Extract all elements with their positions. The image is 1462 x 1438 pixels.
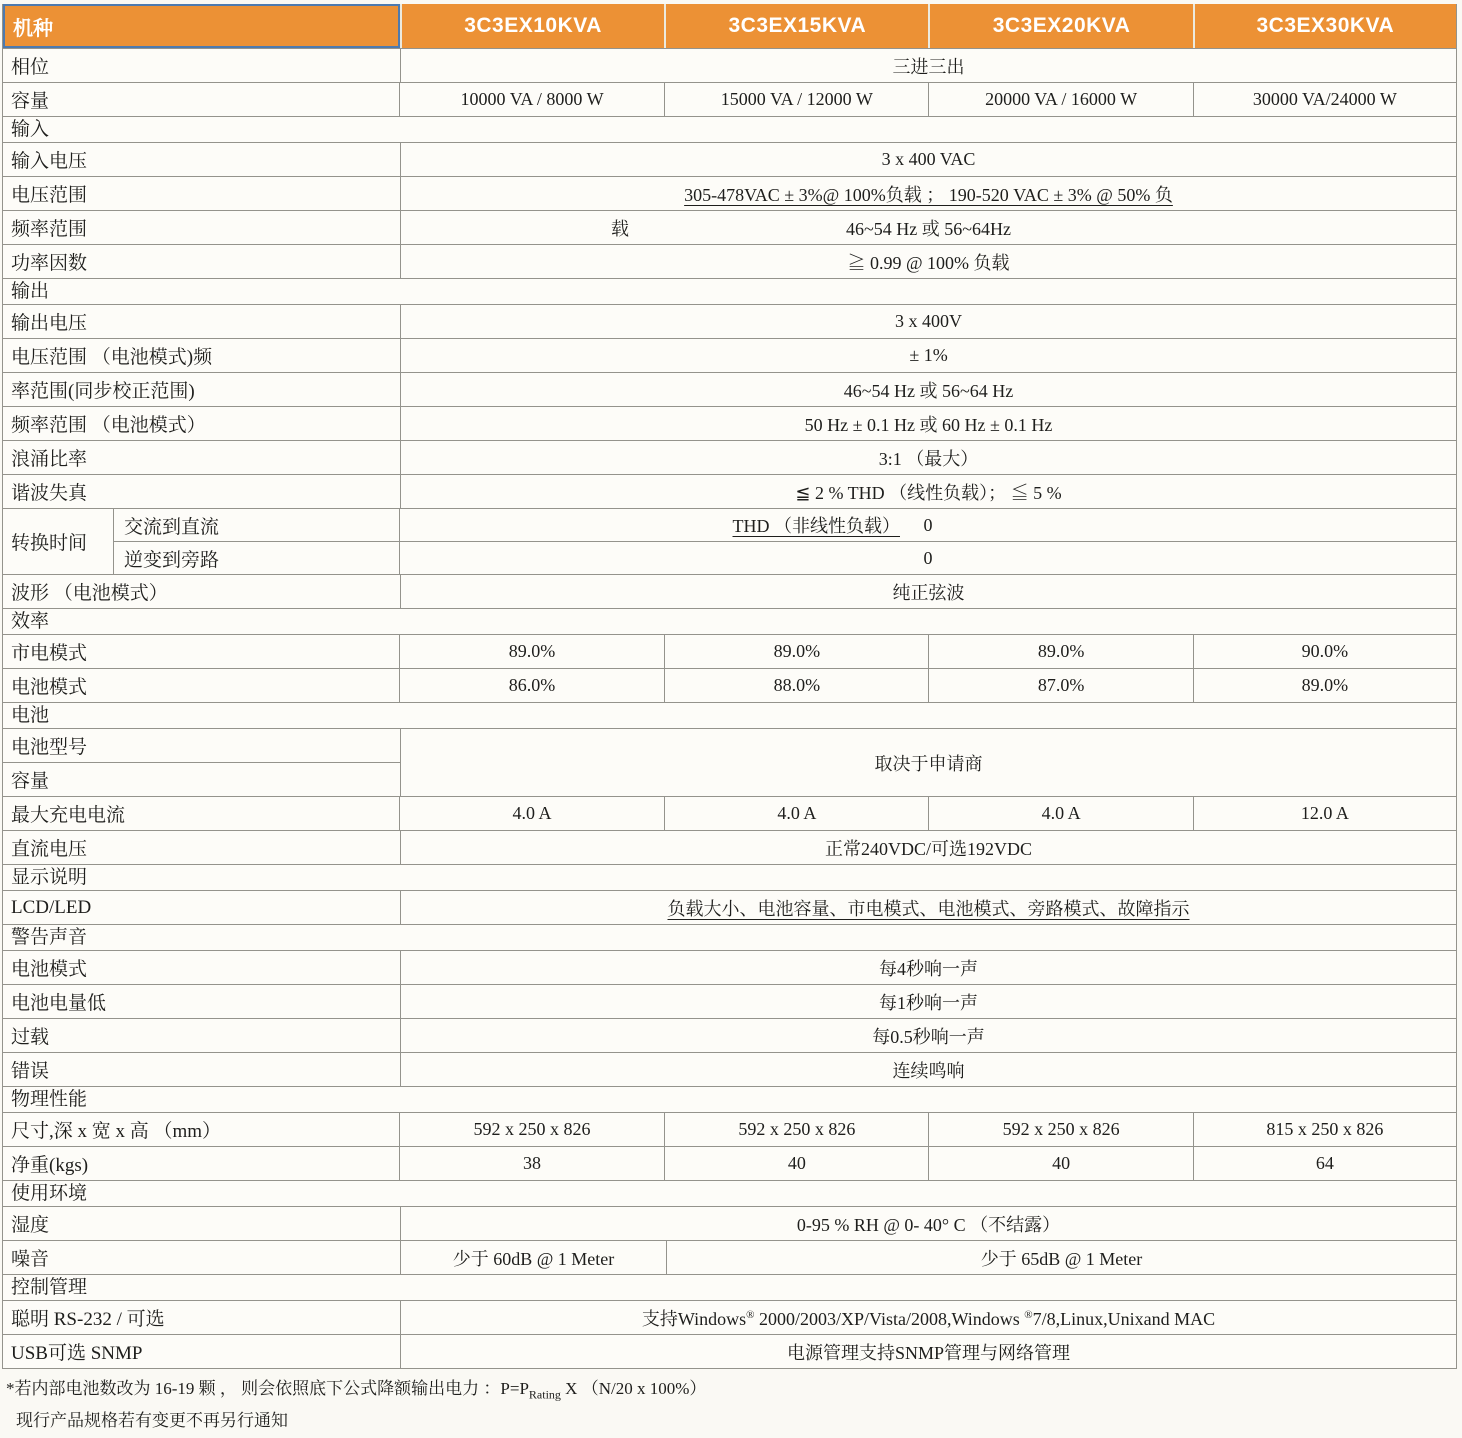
text-segment: 2000/2003/XP/Vista/2008,Windows bbox=[754, 1308, 1025, 1329]
superscript: ® bbox=[1024, 1308, 1033, 1321]
section-row bbox=[3, 1180, 1456, 1206]
table-row bbox=[3, 1300, 1456, 1334]
row-value-cell: 10000 VA / 8000 W bbox=[460, 89, 604, 109]
row-value-text: 正常240VDC/可选192VDC bbox=[824, 838, 1032, 859]
table-row bbox=[3, 634, 1456, 668]
sub-row-label: 交流到直流 bbox=[114, 509, 400, 541]
row-value-cell: 89.0% bbox=[508, 641, 556, 661]
row-label: 净重(kgs) bbox=[3, 1147, 400, 1180]
battery-merged-row bbox=[3, 728, 1456, 796]
section-row bbox=[3, 1086, 1456, 1112]
row-label: 电压范围 bbox=[3, 177, 401, 210]
row-value-text: 电源管理支持SNMP管理与网络管理 bbox=[786, 1342, 1071, 1363]
row-label: 电压范围 （电池模式)频 bbox=[3, 339, 401, 372]
section-row bbox=[3, 116, 1456, 142]
row-value-cell: 86.0% bbox=[508, 675, 556, 695]
row-label: 过载 bbox=[3, 1019, 401, 1052]
row-label: 谐波失真 bbox=[3, 475, 401, 508]
row-value-cell: 90.0% bbox=[1193, 635, 1456, 668]
transfer-time-group bbox=[3, 508, 1456, 574]
section-row bbox=[3, 864, 1456, 890]
row-value bbox=[401, 1301, 1456, 1334]
row-label: 直流电压 bbox=[3, 831, 401, 864]
header-model-cell: 3C3EX30KVA bbox=[1193, 4, 1456, 48]
text-segment: *若内部电池数改为 16-19 颗 ， 则会依照底下公式降额输出电力 ：P=P bbox=[6, 1379, 529, 1398]
footnote bbox=[6, 1406, 706, 1431]
row-value bbox=[401, 1335, 1456, 1368]
row-value-text: 3:1 （最大） bbox=[878, 448, 979, 469]
row-label: 最大充电电流 bbox=[3, 797, 400, 830]
row-value-text: 0-95 % RH @ 0- 40° C （不结露） bbox=[796, 1214, 1061, 1235]
row-value-cell: 89.0% bbox=[928, 635, 1192, 668]
row-value-cell: 12.0 A bbox=[1193, 797, 1456, 830]
row-value-cell: 20000 VA / 16000 W bbox=[928, 83, 1192, 116]
row-value-cell: 89.0% bbox=[664, 635, 928, 668]
merged-labels bbox=[3, 729, 401, 796]
header-model-cell: 3C3EX10KVA bbox=[402, 4, 664, 48]
row-label: 聪明 RS-232 / 可选 bbox=[3, 1301, 401, 1334]
row-value-cell: 4.0 A bbox=[928, 797, 1192, 830]
row-value-text: ≦ 2 % THD （线性负载）； ≦ 5 % bbox=[795, 482, 1062, 503]
table-row bbox=[3, 210, 1456, 244]
spec-table bbox=[2, 4, 1457, 1369]
row-label: 湿度 bbox=[3, 1207, 401, 1240]
row-value-cell: 38 bbox=[523, 1153, 542, 1173]
row-label: 输出电压 bbox=[3, 305, 401, 338]
table-row bbox=[3, 82, 1456, 116]
table-row bbox=[3, 474, 1456, 508]
row-label: 电池型号 bbox=[11, 737, 88, 758]
row-value bbox=[401, 891, 1456, 924]
header-machine-type-cell: 机种 bbox=[3, 4, 400, 48]
row-value bbox=[401, 475, 1456, 508]
row-label: 波形 （电池模式） bbox=[3, 575, 401, 608]
sub-row-label: 逆变到旁路 bbox=[114, 542, 400, 574]
group-label: 转换时间 bbox=[3, 509, 114, 574]
row-value-cell: 15000 VA / 12000 W bbox=[664, 83, 928, 116]
table-row bbox=[3, 176, 1456, 210]
table-row bbox=[3, 244, 1456, 278]
table-row bbox=[3, 406, 1456, 440]
row-value bbox=[401, 831, 1456, 864]
section-label: 警告声音 bbox=[11, 927, 88, 948]
table-row bbox=[3, 890, 1456, 924]
row-label: 电池模式 bbox=[3, 669, 400, 702]
row-value bbox=[401, 1019, 1456, 1052]
row-label: 噪音 bbox=[3, 1241, 401, 1274]
row-value-cell: 64 bbox=[1193, 1147, 1456, 1180]
table-row bbox=[3, 1240, 1456, 1274]
row-label: 输入电压 bbox=[3, 143, 401, 176]
row-value bbox=[401, 339, 1456, 372]
row-value bbox=[401, 1053, 1456, 1086]
subscript: Rating bbox=[528, 1387, 561, 1402]
text-segment: 支持Windows bbox=[641, 1308, 747, 1329]
row-value bbox=[401, 441, 1456, 474]
row-value-text: 纯正弦波 bbox=[892, 582, 965, 603]
row-value bbox=[400, 509, 1456, 541]
section-label: 使用环境 bbox=[11, 1183, 88, 1204]
row-value-cell: 88.0% bbox=[664, 669, 928, 702]
row-value bbox=[401, 407, 1456, 440]
row-value bbox=[401, 305, 1456, 338]
row-value bbox=[401, 1207, 1456, 1240]
row-value-cell: 40 bbox=[928, 1147, 1192, 1180]
table-header-row bbox=[3, 4, 1456, 48]
table-row bbox=[3, 1112, 1456, 1146]
row-value-text: 连续鸣响 bbox=[892, 1060, 965, 1081]
table-row bbox=[3, 304, 1456, 338]
row-value bbox=[400, 542, 1456, 574]
row-label: 电池模式 bbox=[3, 951, 401, 984]
section-row bbox=[3, 608, 1456, 634]
section-row bbox=[3, 924, 1456, 950]
row-value bbox=[401, 143, 1456, 176]
table-row bbox=[3, 440, 1456, 474]
row-value bbox=[401, 245, 1456, 278]
row-label: 率范围(同步校正范围) bbox=[3, 373, 401, 406]
row-label: 容量 bbox=[3, 762, 400, 796]
table-row bbox=[3, 830, 1456, 864]
row-value-text: ≧ 0.99 @ 100% 负载 bbox=[847, 252, 1010, 273]
row-value-cell: 4.0 A bbox=[664, 797, 928, 830]
table-row bbox=[3, 984, 1456, 1018]
row-label: 频率范围 bbox=[3, 211, 401, 244]
row-value-cell: 少于 65dB @ 1 Meter bbox=[666, 1241, 1456, 1274]
table-row bbox=[3, 1334, 1456, 1368]
section-label: 电池 bbox=[11, 705, 50, 726]
section-row bbox=[3, 278, 1456, 304]
table-row bbox=[3, 1018, 1456, 1052]
row-label: 浪涌比率 bbox=[3, 441, 401, 474]
row-value-text: 50 Hz ± 0.1 Hz 或 60 Hz ± 0.1 Hz bbox=[804, 414, 1053, 435]
header-model-cell: 3C3EX15KVA bbox=[664, 4, 928, 48]
row-value-text bbox=[642, 1305, 1215, 1331]
row-value-text: 3 x 400V bbox=[895, 311, 962, 331]
table-row bbox=[3, 1052, 1456, 1086]
row-label: 尺寸,深 x 宽 x 高 （mm） bbox=[3, 1113, 400, 1146]
row-value-cell: 592 x 250 x 826 bbox=[664, 1113, 928, 1146]
row-value-text: 0 bbox=[923, 514, 933, 535]
table-row bbox=[3, 372, 1456, 406]
row-label: USB可选 SNMP bbox=[3, 1335, 401, 1368]
text-segment: 现行产品规格若有变更不再另行通知 bbox=[16, 1411, 288, 1430]
superscript: ® bbox=[746, 1308, 755, 1321]
section-label: 输入 bbox=[11, 119, 50, 140]
table-row bbox=[3, 48, 1456, 82]
table-row bbox=[3, 574, 1456, 608]
row-value bbox=[401, 951, 1456, 984]
row-label: 错误 bbox=[3, 1053, 401, 1086]
row-value-text: 三进三出 bbox=[892, 56, 965, 77]
row-value-text: 负载大小、电池容量、市电模式、电池模式、旁路模式、故障指示 bbox=[667, 898, 1190, 919]
row-value-text: 46~54 Hz 或 56~64Hz bbox=[846, 218, 1011, 239]
row-value-text: 305-478VAC ± 3%@ 100%负载 ； 190-520 VAC ± 3% @ 50% 负 bbox=[684, 184, 1173, 205]
row-value-cell: 少于 60dB @ 1 Meter bbox=[452, 1248, 615, 1269]
header-model-cell: 3C3EX20KVA bbox=[928, 4, 1192, 48]
row-value-cell: 4.0 A bbox=[512, 803, 552, 823]
row-value-text: 每0.5秒响一声 bbox=[872, 1026, 985, 1047]
section-label: 输出 bbox=[11, 281, 50, 302]
text-segment: 7/8,Linux,Unixand MAC bbox=[1032, 1308, 1216, 1329]
row-value-text: ± 1% bbox=[909, 345, 948, 365]
group-rows bbox=[114, 509, 1456, 574]
row-value-cell: 87.0% bbox=[928, 669, 1192, 702]
section-row bbox=[3, 702, 1456, 728]
text-segment: X （N/20 x 100%） bbox=[560, 1379, 707, 1398]
row-value bbox=[401, 177, 1456, 210]
row-label: 电池电量低 bbox=[3, 985, 401, 1018]
row-value bbox=[401, 373, 1456, 406]
row-value-text: 每1秒响一声 bbox=[879, 992, 978, 1013]
row-value bbox=[401, 729, 1456, 796]
table-row bbox=[3, 338, 1456, 372]
section-label: 效率 bbox=[11, 611, 50, 632]
section-label: 显示说明 bbox=[11, 867, 88, 888]
table-row bbox=[3, 796, 1456, 830]
row-label: 相位 bbox=[3, 49, 401, 82]
row-label: 功率因数 bbox=[3, 245, 401, 278]
row-value-cell: 815 x 250 x 826 bbox=[1193, 1113, 1456, 1146]
row-label: 容量 bbox=[3, 83, 400, 116]
row-value-cell: 592 x 250 x 826 bbox=[928, 1113, 1192, 1146]
row-value-text: 每4秒响一声 bbox=[879, 958, 978, 979]
row-value-cell: 89.0% bbox=[1193, 669, 1456, 702]
section-row bbox=[3, 1274, 1456, 1300]
table-row bbox=[3, 950, 1456, 984]
row-label: 频率范围 （电池模式） bbox=[3, 407, 401, 440]
footnotes bbox=[6, 1374, 706, 1438]
section-label: 控制管理 bbox=[11, 1277, 88, 1298]
table-row bbox=[3, 1206, 1456, 1240]
row-value bbox=[401, 211, 1456, 244]
row-label: LCD/LED bbox=[3, 891, 401, 924]
table-row bbox=[3, 142, 1456, 176]
table-row bbox=[3, 1146, 1456, 1180]
row-value-cell: 592 x 250 x 826 bbox=[473, 1119, 591, 1139]
sub-row bbox=[114, 541, 1456, 574]
sub-row bbox=[114, 509, 1456, 541]
overflow-text: THD （非线性负载） bbox=[732, 516, 900, 536]
row-value bbox=[401, 985, 1456, 1018]
row-value-text: 0 bbox=[923, 547, 933, 568]
overflow-text: 载 bbox=[611, 218, 629, 239]
row-value-cell: 30000 VA/24000 W bbox=[1193, 83, 1456, 116]
row-value bbox=[401, 49, 1456, 82]
row-value-cell: 40 bbox=[664, 1147, 928, 1180]
section-label: 物理性能 bbox=[11, 1089, 88, 1110]
row-value bbox=[401, 575, 1456, 608]
table-row bbox=[3, 668, 1456, 702]
row-label: 市电模式 bbox=[3, 635, 400, 668]
row-value-text: 3 x 400 VAC bbox=[881, 149, 976, 169]
row-value-text: 46~54 Hz 或 56~64 Hz bbox=[843, 380, 1014, 401]
row-value-text: 取决于申请商 bbox=[874, 753, 983, 774]
footnote bbox=[6, 1374, 707, 1402]
